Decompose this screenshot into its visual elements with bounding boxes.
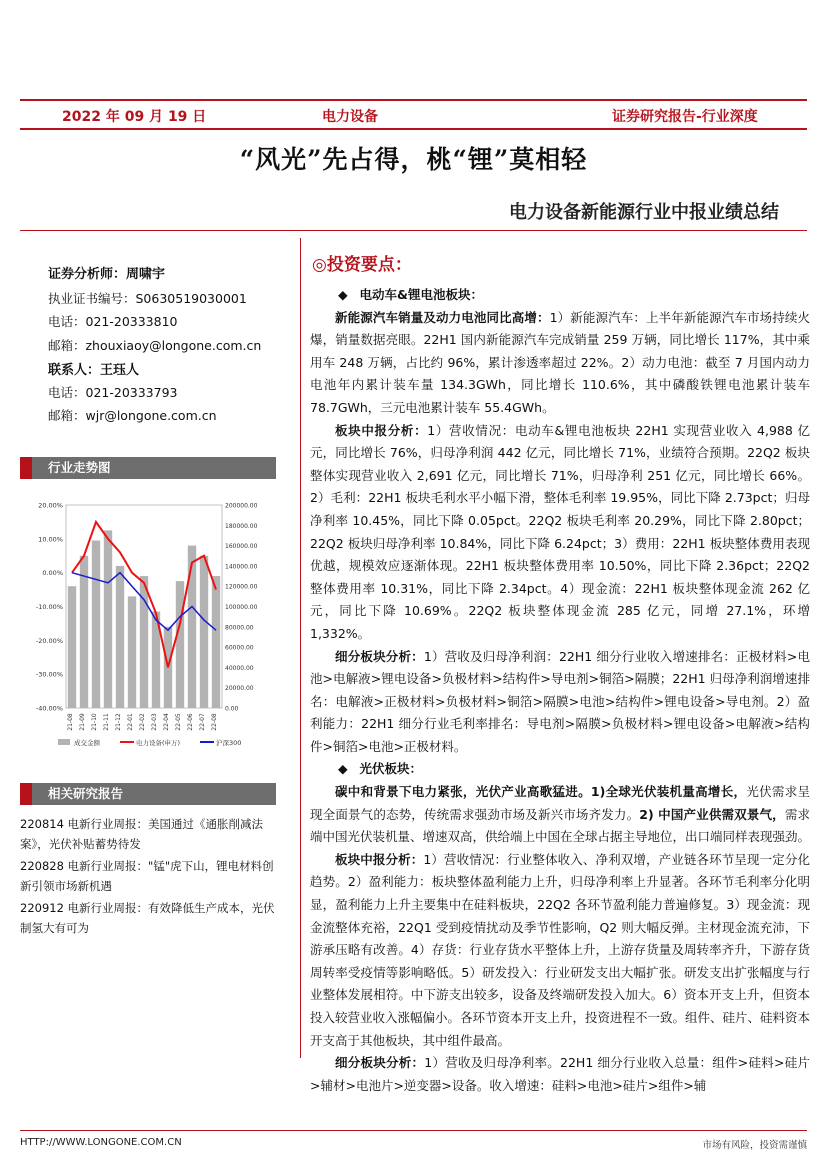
related-report-1[interactable]: 220814 电新行业周报：美国通过《通胀削减法案》，光伏补贴蓄势待发 (20, 817, 264, 851)
x-tick-label: 21-08 (67, 713, 74, 731)
para-ev-results (310, 420, 810, 646)
y-right-tick-label: 100000.00 (225, 604, 258, 611)
y-right-tick-label: 160000.00 (225, 543, 258, 551)
para-pv-segments-text: 1）营收及归母净利率。22H1 细分行业收入总量：组件>硅料>硅片>辅材>电池片>逆变器>设备。收入增速：硅料>电池>硅片>组件>辅 (310, 1055, 810, 1093)
x-tick-label: 22-08 (211, 713, 218, 731)
para-pv-segments (310, 1052, 810, 1097)
y-right-tick-label: 20000.00 (225, 685, 254, 693)
report-sector: 电力设备 (322, 109, 378, 125)
volume-bar (200, 556, 208, 708)
column-divider (300, 238, 301, 1058)
related-section-header: 相关研究报告 (20, 783, 276, 805)
para-ev-segments-lead: 细分板块分析： (335, 648, 424, 664)
x-tick-label: 22-04 (163, 713, 170, 731)
para-pv-results-text: 1）营收情况：行业整体收入、净利双增，产业链各环节呈现一定分化趋势。2）盈利能力：板块整体盈利能力上升，归母净利率上升显著。各环节毛利率分化明显，盈利能力上升主要集中在硅料板块，22Q2 各环节盈利能力普遍修复。3）现金流：现金流整体充裕，22Q1 受到疫情扰动及季节性影响，Q2 则大幅反弹。主材现金流充沛，下游承压略有改善。4）存货：行业存货水平整体上升，上游存货量及周转率齐升，下游存货周转率受疫情等影响略低。5）研发投入：行业研发支出大幅扩张。研发支出扩张幅度与行业整体发展相符。中下游支出较多，设备及终端研发投入加大。6）资本开支上升，但资本投入较营业收入涨幅偏小。各环节资本开支上升，投资进程不一致。组件、硅片、硅料资本开支高于其他板块，其中组件最高。 (310, 851, 811, 1048)
analyst-license: 执业证书编号：S0630519030001 (48, 291, 247, 306)
para-ev-sales (310, 307, 810, 420)
para-pv-outlook (310, 781, 810, 849)
analyst-email[interactable]: 邮箱：zhouxiaoy@longone.com.cn (48, 338, 262, 353)
volume-bar (104, 530, 112, 708)
main-content (310, 284, 810, 1097)
volume-bar (128, 596, 136, 708)
footer-risk: 市场有风险，投资需谨慎 (702, 1140, 807, 1151)
para-ev-results-text: 1）营收情况：电动车&锂电池板块 22H1 实现营业收入 4,988 亿元，同比增长 76%，归母净利润 442 亿元，同比增长 71%，业绩符合预期。22Q2 板块整体实现营业收入 2,691 亿元，同比增长 71%，归母净利 251 亿元，同比增长 66%。2）毛利：22H1 板块毛利水平小幅下滑，整体毛利率 19.95%，同比下降 2.73pct；归母净利率 10.45%，同比下降 0.05pct。22Q2 板块毛利率 20.29%，同比下降 2.80pct；22Q2 板块归母净利率 10.84%，同比下降 6.24pct；3）费用：22H1 板块整体费用表现优越，规模效应逐渐体现。22H1 板块整体费用率 10.50%，同比下降 2.36pct；22Q2 整体费用率 10.31%，同比下降 2.34pct。4）现金流：22H1 板块整体现金流 262 亿元，同比下降 10.69%。22Q2 板块整体现金流 285 亿元，同增 27.1%，环增 1,332%。 (310, 422, 810, 641)
x-tick-label: 21-12 (115, 713, 122, 731)
para-ev-segments (310, 646, 810, 759)
volume-bar (212, 576, 220, 708)
report-date: 2022 年 09 月 19 日 (62, 109, 207, 125)
para-ev-sales-lead: 新能源汽车销量及动力电池同比高增： (335, 309, 550, 325)
para-ev-segments-text: 1）营收及归母净利润：22H1 细分行业收入增速排名：正极材料>电池>电解液>锂电设备>负极材料>结构件>导电剂>铜箔>隔膜；22H1 归母净利润增速排名：电解液>正极材料>负极材料>铜箔>隔膜>电池>结构件>锂电设备>导电剂。2）盈利能力：22H1 细分行业毛利率排名：导电剂>隔膜>负极材料>锂电设备>电解液>结构件>铜箔>电池>正极材料。 (310, 648, 810, 754)
x-tick-label: 22-03 (151, 713, 158, 731)
y-left-tick-label: -10.00% (35, 603, 63, 611)
y-right-tick-label: 180000.00 (225, 522, 258, 530)
legend-label: 沪深300 (216, 739, 242, 747)
x-tick-label: 22-02 (139, 713, 146, 731)
legend-label: 电力设备(申万) (136, 739, 181, 747)
x-tick-label: 22-07 (199, 713, 206, 731)
x-tick-label: 22-06 (187, 713, 194, 731)
y-left-tick-label: 20.00% (38, 501, 63, 510)
para-pv-outlook-lead: 碳中和背景下电力紧张，光伏产业高歌猛进。 (335, 784, 591, 800)
y-right-tick-label: 0.00 (225, 705, 239, 713)
y-right-tick-label: 40000.00 (225, 664, 254, 672)
para-pv-outlook-highlight-1: 1)全球光伏装机量高增长， (590, 784, 747, 800)
para-pv-results (310, 849, 810, 1052)
y-left-tick-label: 10.00% (38, 535, 63, 544)
diamond-icon: ◆ (338, 761, 348, 777)
bullet-ev (310, 284, 810, 307)
para-pv-outlook-highlight-2: 2) 中国产业供需双景气， (639, 806, 785, 822)
x-tick-label: 21-09 (79, 713, 86, 731)
y-left-tick-label: -30.00% (35, 670, 63, 679)
y-left-tick-label: -20.00% (35, 636, 63, 645)
volume-bar (92, 541, 100, 708)
x-tick-label: 22-05 (175, 713, 182, 731)
contact-phone: 电话：021-20333793 (48, 385, 178, 400)
footer-rule (20, 1130, 807, 1131)
diamond-icon: ◆ (338, 287, 348, 302)
y-right-tick-label: 200000.00 (225, 502, 258, 510)
x-tick-label: 21-10 (91, 713, 98, 731)
bullet-pv-label: 光伏板块： (359, 761, 423, 777)
y-right-tick-label: 120000.00 (225, 583, 258, 591)
related-report-2[interactable]: 220828 电新行业周报："锰"虎下山，锂电材料创新引领市场新机遇 (20, 859, 274, 893)
contact-name: 联系人：王珏人 (48, 363, 140, 378)
y-right-tick-label: 140000.00 (225, 563, 258, 571)
footer-url[interactable]: HTTP://WWW.LONGONE.COM.CN (20, 1137, 182, 1148)
bullet-pv (310, 758, 810, 781)
header-top-rule (20, 99, 807, 101)
chart-legend (58, 738, 241, 747)
contact-email[interactable]: 邮箱：wjr@longone.com.cn (48, 408, 217, 423)
y-right-tick-label: 60000.00 (225, 644, 254, 652)
y-left-tick-label: -40.00% (35, 704, 63, 713)
report-type: 证券研究报告-行业深度 (612, 109, 758, 125)
x-tick-label: 21-11 (103, 713, 110, 731)
para-pv-outlook-mid: 光伏需求呈现全面景气的态势，传统需求强劲市场及新兴市场齐发力。 (310, 784, 810, 822)
industry-trend-chart (28, 495, 272, 757)
page-subtitle: 电力设备新能源行业中报业绩总结 (509, 202, 779, 223)
x-tick-label: 22-01 (127, 713, 134, 731)
title-divider (20, 230, 807, 231)
page-title: “风光”先占得，桃“锂”莫相轻 (239, 145, 588, 174)
legend-label: 成交金额 (74, 739, 100, 747)
volume-bars (68, 530, 220, 708)
para-pv-segments-lead: 细分板块分析： (335, 1055, 425, 1071)
volume-bar (116, 566, 124, 708)
volume-bar (68, 586, 76, 708)
related-report-3[interactable]: 220912 电新行业周报：有效降低生产成本，光伏制氢大有可为 (20, 901, 275, 935)
key-points-heading: ◎投资要点： (312, 255, 412, 275)
volume-bar (176, 581, 184, 708)
y-left-tick-label: 0.00% (42, 569, 63, 578)
y-right-tick-label: 80000.00 (225, 624, 254, 632)
header-bottom-rule (20, 128, 807, 130)
para-pv-outlook-tail: 需求端中国光伏装机量、增速双高，供给端上中国在全球占据主导地位，出口端同样表现强劲。 (310, 806, 811, 845)
legend-swatch (58, 739, 70, 745)
bullet-ev-label: 电动车&锂电池板块： (359, 287, 483, 302)
analyst-name: 证券分析师：周啸宇 (48, 267, 166, 282)
para-ev-results-lead: 板块中报分析： (335, 422, 428, 438)
volume-bar (188, 546, 196, 708)
volume-bar (80, 556, 88, 708)
trend-section-header: 行业走势图 (20, 457, 276, 479)
para-pv-results-lead: 板块中报分析： (335, 851, 424, 867)
para-ev-sales-text: 1）新能源汽车：上半年新能源汽车市场持续火爆，销量数据亮眼。22H1 国内新能源汽车完成销量 259 万辆，同比增长 117%，其中乘用车 248 万辆，占比约 96%，累计渗透率超过 22%。2）动力电池：截至 7 月国内动力电池年内累计装车量 134.3GWh，同比增长 110.6%，其中磷酸铁锂电池累计装车 78.7GWh，三元电池累计装车 55.4GWh。 (310, 309, 810, 415)
analyst-phone: 电话：021-20333810 (48, 314, 178, 329)
